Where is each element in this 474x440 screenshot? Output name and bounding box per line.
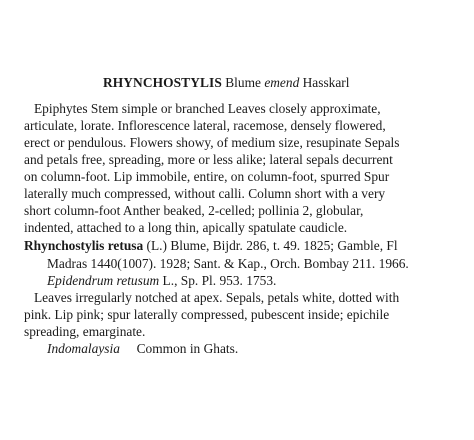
genus-description-line: indented, attached to a long thin, apically spatulate caudicle. (24, 220, 348, 235)
genus-description-line: on column-foot. Lip immobile, entire, on column-foot, spurred Spur (24, 169, 390, 184)
genus-description-line: erect or pendulous. Flowers showy, of medium size, resupinate Sepals (24, 135, 400, 150)
genus-name: RHYNCHOSTYLIS (103, 75, 222, 90)
species-description-line: spreading, emarginate. (24, 324, 146, 339)
species-description-line: pink. Lip pink; spur laterally compressed, pubescent inside; epichile (24, 307, 390, 322)
species-citation-continued: Madras 1440(1007). 1928; Sant. & Kap., Orch. Bombay 211. 1966. (47, 256, 409, 271)
genus-description-line: Epiphytes Stem simple or branched Leaves closely approximate, (34, 101, 381, 116)
distribution (47, 341, 238, 357)
genus-heading (103, 75, 349, 91)
genus-description-line: articulate, lorate. Inflorescence lateral, racemose, densely flowered, (24, 118, 386, 133)
synonym-name: Epidendrum retusum (47, 273, 160, 288)
genus-description-line: short column-foot Anther beaked, 2-celled; pollinia 2, globular, (24, 203, 364, 218)
synonym-citation (47, 273, 276, 289)
synonym-citation-text: L., Sp. Pl. 953. 1753. (159, 273, 277, 288)
genus-author: Blume (225, 75, 261, 90)
genus-author-2: Hasskarl (302, 75, 350, 90)
species-description-line: Leaves irregularly notched at apex. Sepals, petals white, dotted with (34, 290, 400, 305)
species-citation (24, 238, 398, 254)
genus-emend: emend (264, 75, 300, 90)
species-name: Rhynchostylis retusa (24, 238, 144, 253)
species-citation-text: (L.) Blume, Bijdr. 286, t. 49. 1825; Gamble, Fl (143, 238, 398, 253)
genus-description-line: laterally much compressed, without calli. Column short with a very (24, 186, 386, 201)
distribution-note: Common in Ghats. (136, 341, 239, 356)
genus-description-line: and petals free, spreading, more or less alike; lateral sepals decurrent (24, 152, 393, 167)
distribution-region: Indomalaysia (47, 341, 120, 356)
